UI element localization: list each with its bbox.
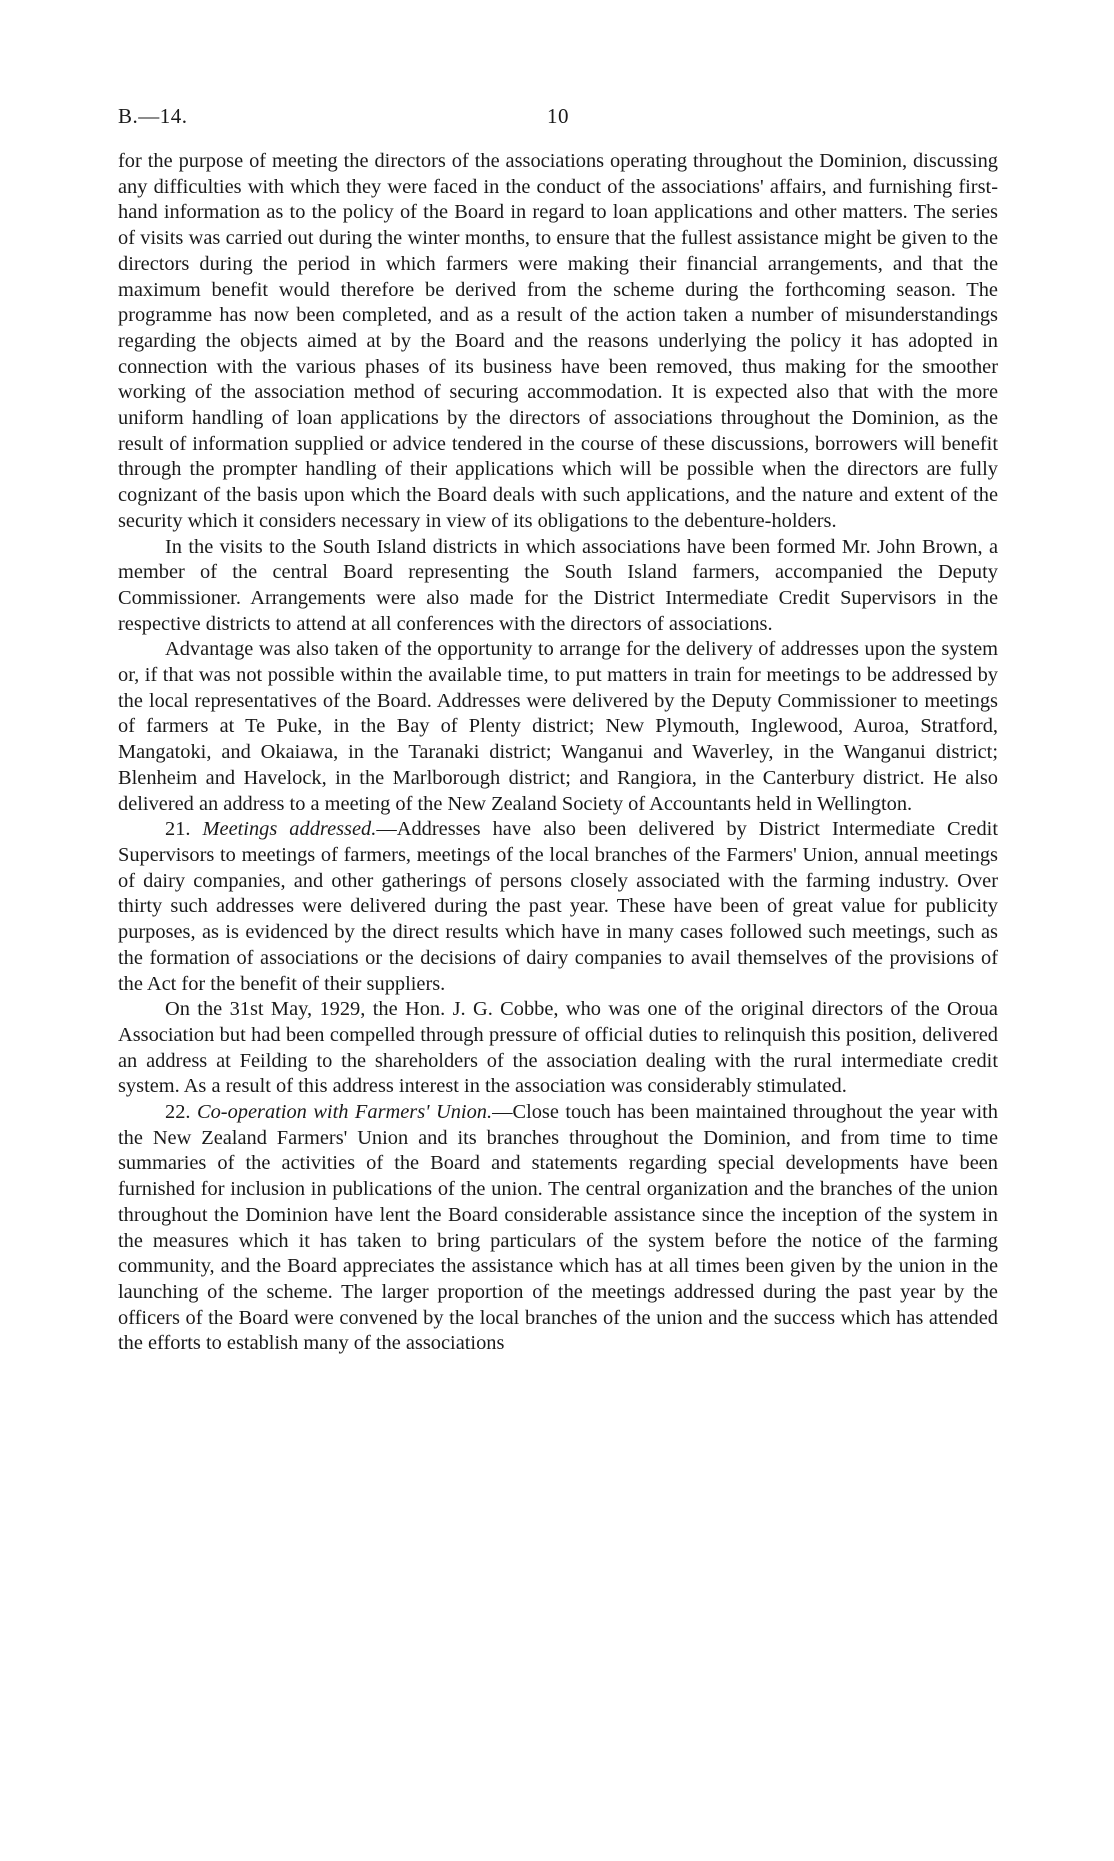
- paragraph-text: for the purpose of meeting the directors of the associations operating throughout the Dominion, discussing any difficulties with which they were faced in the conduct of the associations' affairs, and furnishing first-hand information as to the policy of the Board in regard to loan applications and other matters. The series of visits was carried out during the winter months, to ensure that the fullest assistance might be given to the directors during the period in which farmers were making their financial arrangements, and that the maximum benefit would therefore be derived from the scheme during the forthcoming season. The programme has now been completed, and as a result of the action taken a number of misunderstandings regarding the objects aimed at by the Board and the reasons underlying the policy it has adopted in connection with the various phases of its business have been removed, thus making for the smoother working of the association method of securing accommodation. It is expected also that with the more uniform handling of loan applications by the directors of associations throughout the Dominion, as the result of information supplied or advice tendered in the course of these discussions, borrowers will benefit through the prompter handling of their applications which will be possible when the directors are fully cognizant of the basis upon which the Board deals with such applications, and the nature and extent of the security which it considers necessary in view of its obligations to the debenture-holders.: [118, 150, 998, 532]
- paragraph-text: Advantage was also taken of the opportunity to arrange for the delivery of addresses upon the system or, if that was not possible within the available time, to put matters in train for meetings to be addressed by the local representatives of the Board. Addresses were delivered by the Deputy Commissioner to meetings of farmers at Te Puke, in the Bay of Plenty district; New Plymouth, Inglewood, Auroa, Stratford, Mangatoki, and Okaiawa, in the Taranaki district; Wanganui and Waverley, in the Wanganui district; Blenheim and Havelock, in the Marlborough district; and Rangiora, in the Canterbury district. He also delivered an address to a meeting of the New Zealand Society of Accountants held in Wellington.: [118, 638, 998, 815]
- paragraph-continued: [118, 149, 998, 535]
- body-text: [118, 149, 998, 1357]
- section-heading: Co-operation with Farmers' Union.: [196, 1101, 493, 1124]
- section-number: 22.: [165, 1101, 191, 1124]
- page-header: [118, 104, 998, 134]
- paragraph-text: —Addresses have also been delivered by District Intermediate Credit Supervisors to meetings of farmers, meetings of the local branches of the Farmers' Union, annual meetings of dairy companies, and other gatherings of persons closely associated with the farming industry. Over thirty such addresses were delivered during the past year. These have been of great value for publicity purposes, as is evidenced by the direct results which have in many cases followed such meetings, such as the formation of associations or the decisions of dairy companies to avail themselves of the provisions of the Act for the benefit of their suppliers.: [118, 818, 998, 995]
- paragraph-south-island-visits: [118, 535, 998, 638]
- section-22-farmers-union: [118, 1100, 998, 1357]
- paragraph-text: In the visits to the South Island districts in which associations have been formed Mr. John Brown, a member of the central Board representing the South Island farmers, accompanied the Deputy Commissioner. Arrangements were also made for the District Intermediate Credit Supervisors in the respective districts to attend at all conferences with the directors of associations.: [118, 535, 998, 635]
- section-number: 21.: [165, 818, 191, 841]
- section-21-meetings-addressed: [118, 817, 998, 997]
- paragraph-addresses-delivered: [118, 637, 998, 817]
- page-number: 10: [547, 104, 569, 128]
- document-reference: B.—14.: [118, 104, 188, 128]
- paragraph-text: On the 31st May, 1929, the Hon. J. G. Cobbe, who was one of the original directors of the Oroua Association but had been compelled through pressure of official duties to relinquish this position, delivered an address at Feilding to the shareholders of the association dealing with the rural intermediate credit system. As a result of this address interest in the association was considerably stimulated.: [118, 998, 998, 1098]
- paragraph-text: —Close touch has been maintained throughout the year with the New Zealand Farmers' Union and its branches throughout the Dominion, and from time to time summaries of the activities of the Board and statements regarding special developments have been furnished for inclusion in publications of the union. The central organization and the branches of the union throughout the Dominion have lent the Board considerable assistance since the inception of the system in the measures which it has taken to bring particulars of the system before the notice of the farming community, and the Board appreciates the assistance which has at all times been given by the union in the launching of the scheme. The larger proportion of the meetings addressed during the past year by the officers of the Board were convened by the local branches of the union and the success which has attended the efforts to establish many of the associations: [118, 1101, 998, 1355]
- section-heading: Meetings addressed.: [202, 818, 377, 841]
- paragraph-cobbe-address: [118, 997, 998, 1100]
